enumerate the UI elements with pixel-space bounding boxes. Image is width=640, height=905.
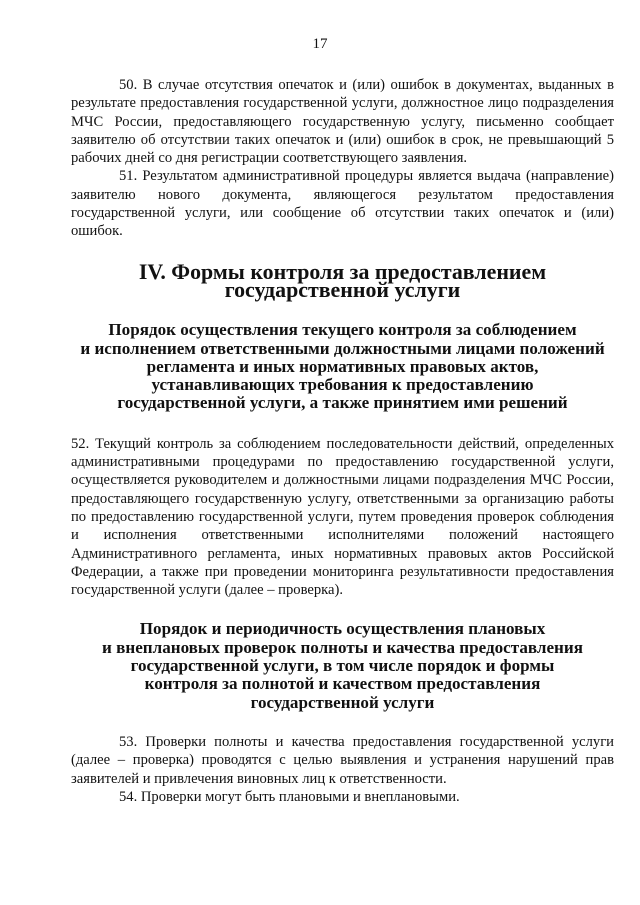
heading-line: и внеплановых проверок полноты и качества предоставления xyxy=(102,637,583,657)
heading-line: устанавливающих требования к предоставлению xyxy=(151,375,534,395)
subsection-heading-inspections xyxy=(71,620,614,711)
section-heading-iv xyxy=(71,258,614,302)
heading-line: государственной услуги xyxy=(250,692,435,712)
heading-line: IV. Формы контроля за предоставлением xyxy=(138,258,547,284)
subsection-heading-current-control xyxy=(71,321,614,412)
heading-line: Порядок осуществления текущего контроля за соблюдением xyxy=(108,320,577,340)
paragraph-52: 52. Текущий контроль за соблюдением последовательности действий, определенных административными процедурами по предоставлению государственной услуги, осуществляется руководителем и должностными лицами подразделения МЧС России, предоставляющего государственную услугу, ответственными за организацию работы по предоставлению государственной услуги, путем проведения проверок соблюдения и исполнения ответственными исполнителями положений настоящего Административного регламента, иных нормативных правовых актов Российской Федерации, а также при проведении мониторинга результативности предоставления государственной услуги (далее – проверка). xyxy=(71,435,614,599)
document-body xyxy=(71,76,614,806)
paragraph-53: 53. Проверки полноты и качества предоставления государственной услуги (далее – проверка) проводятся с целью выявления и устранения нарушений прав заявителей и привлечения виновных лиц к ответственности. xyxy=(71,733,614,787)
heading-line: контроля за полнотой и качеством предоставления xyxy=(144,674,541,694)
heading-line: и исполнением ответственными должностными лицами положений xyxy=(80,338,605,358)
page-number: 17 xyxy=(312,36,328,52)
paragraph-51: 51. Результатом административной процедуры является выдача (направление) заявителю нового документа, являющегося результатом предоставления государственной услуги, или сообщение об отсутствии таких опечаток и (или) ошибок. xyxy=(71,168,614,240)
heading-line: регламента и иных нормативных правовых актов, xyxy=(146,356,539,376)
paragraph-50: 50. В случае отсутствия опечаток и (или) ошибок в документах, выданных в результате предоставления государственной услуги, должностное лицо подразделения МЧС России, предоставляющего государственную услугу, письменно сообщает заявителю об отсутствии таких опечаток и (или) ошибок в срок, не превышающий 5 рабочих дней со дня регистрации соответствующего заявления. xyxy=(71,77,614,167)
paragraph-54: 54. Проверки могут быть плановыми и внеплановыми. xyxy=(119,788,460,805)
heading-line: Порядок и периодичность осуществления плановых xyxy=(139,619,546,639)
heading-line: государственной услуги, а также принятием ими решений xyxy=(117,393,568,413)
heading-line: государственной услуги xyxy=(224,276,461,302)
heading-line: государственной услуги, в том числе порядок и формы xyxy=(130,656,555,676)
